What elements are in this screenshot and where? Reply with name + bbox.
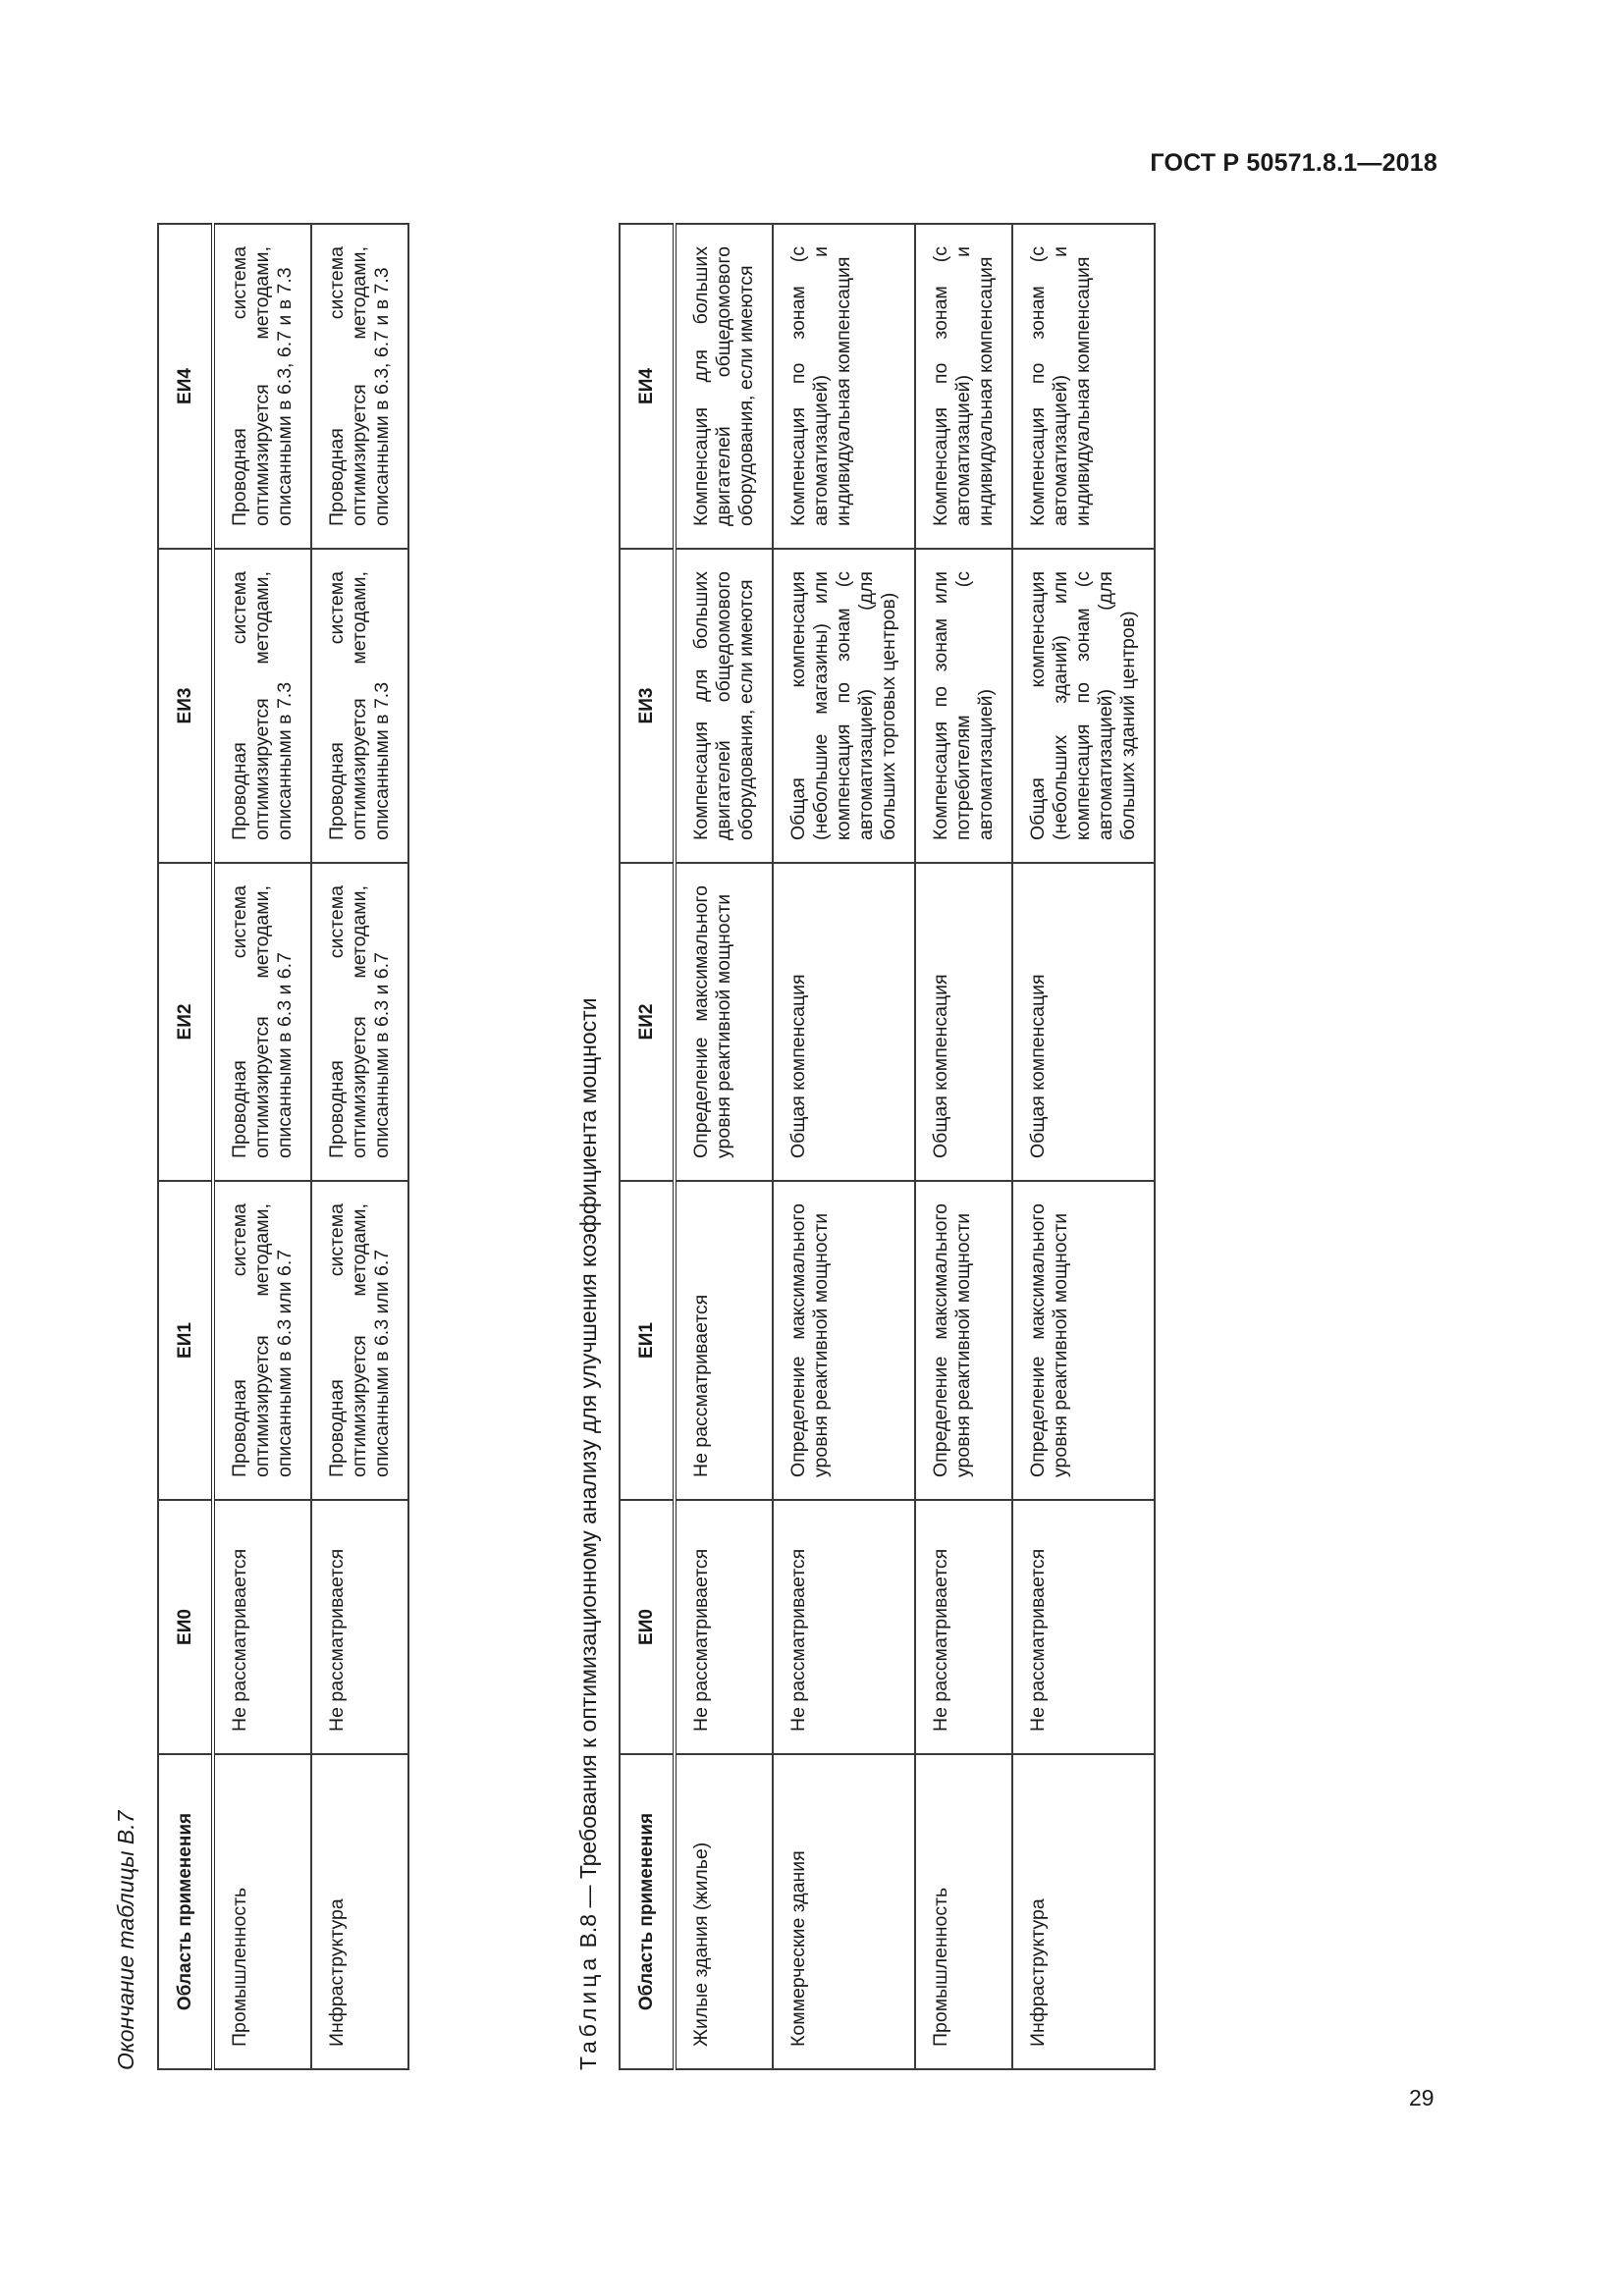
table-cell: Компенсация по зонам (с автоматизацией) и индивидуальная компенсация: [1012, 224, 1155, 549]
column-header: ЕИ1: [158, 1181, 213, 1500]
table-row: [915, 224, 1012, 2069]
table-b8-caption-label: Таблица: [575, 1953, 601, 2070]
table-cell: Общая компенсация (небольших зданий) или компенсация по зонам (с автоматизацией) (для больших зданий центров): [1012, 549, 1155, 863]
table-cell: Проводная система оптимизируется методами, описанными в 6.3 и 6.7: [213, 863, 311, 1181]
table-cell: Компенсация по зонам (с автоматизацией) и индивидуальная компенсация: [773, 224, 915, 549]
table-b8: [619, 223, 1156, 2070]
table-cell: Не рассматривается: [675, 1500, 773, 1754]
table-row: [311, 224, 408, 2069]
table-cell: Компенсация для больших двигателей общедомового оборудования, если имеются: [675, 224, 773, 549]
table-cell: Коммерческие здания: [773, 1754, 915, 2069]
table-b7-end: [157, 223, 409, 2070]
table-cell: Общая компенсация: [773, 863, 915, 1181]
table-cell: Проводная система оптимизируется методами, описанными в 6.3 или 6.7: [213, 1181, 311, 1500]
table-cell: Проводная система оптимизируется методами, описанными в 7.3: [311, 549, 408, 863]
table-cell: Промышленность: [915, 1754, 1012, 2069]
table-cell: Определение максимального уровня реактивной мощности: [675, 863, 773, 1181]
table-cell: Не рассматривается: [915, 1500, 1012, 1754]
table-b8-caption-title: В.8 — Требования к оптимизационному анализу для улучшения коэффициента мощности: [575, 997, 601, 1954]
table-cell: Проводная система оптимизируется методами, описанными в 6.3 и 6.7: [311, 863, 408, 1181]
column-header: ЕИ2: [158, 863, 213, 1181]
column-header: ЕИ4: [620, 224, 675, 549]
table-cell: Проводная система оптимизируется методами, описанными в 6.3 или 6.7: [311, 1181, 408, 1500]
page-number: 29: [1409, 2085, 1435, 2110]
table-cell: Проводная система оптимизируется методами, описанными в 6.3, 6.7 и в 7.3: [311, 224, 408, 549]
column-header: Область применения: [620, 1754, 675, 2069]
column-header: Область применения: [158, 1754, 213, 2069]
table-cell: Не рассматривается: [213, 1500, 311, 1754]
table-row: [213, 224, 311, 2069]
table-cell: Жилые здания (жилье): [675, 1754, 773, 2069]
column-header: ЕИ3: [158, 549, 213, 863]
table-cell: Общая компенсация: [915, 863, 1012, 1181]
column-header: ЕИ4: [158, 224, 213, 549]
table-row: [1012, 224, 1155, 2069]
standard-designation: ГОСТ Р 50571.8.1—2018: [1150, 149, 1437, 177]
table-cell: Компенсация по зонам (с автоматизацией) и индивидуальная компенсация: [915, 224, 1012, 549]
column-header: ЕИ2: [620, 863, 675, 1181]
table-cell: Компенсация по зонам или потребителям (с автоматизацией): [915, 549, 1012, 863]
table-cell: Промышленность: [213, 1754, 311, 2069]
column-header: ЕИ3: [620, 549, 675, 863]
table-b7-continuation-caption: Окончание таблицы В.7: [113, 1810, 138, 2070]
table-cell: Определение максимального уровня реактивной мощности: [915, 1181, 1012, 1500]
column-header: ЕИ1: [620, 1181, 675, 1500]
table-cell: Не рассматривается: [773, 1500, 915, 1754]
table-cell: Не рассматривается: [1012, 1500, 1155, 1754]
rotated-landscape-content: [113, 25, 1488, 2086]
table-header-row: [620, 224, 675, 2069]
table-cell: Не рассматривается: [311, 1500, 408, 1754]
table-cell: Проводная система оптимизируется методами, описанными в 7.3: [213, 549, 311, 863]
table-cell: Определение максимального уровня реактивной мощности: [1012, 1181, 1155, 1500]
table-cell: Инфраструктура: [1012, 1754, 1155, 2069]
table-cell: Не рассматривается: [675, 1181, 773, 1500]
column-header: ЕИ0: [620, 1500, 675, 1754]
table-cell: Компенсация для больших двигателей общедомового оборудования, если имеются: [675, 549, 773, 863]
table-cell: Общая компенсация (небольшие магазины) или компенсация по зонам (с автоматизацией) (для больших торговых центров): [773, 549, 915, 863]
table-cell: Определение максимального уровня реактивной мощности: [773, 1181, 915, 1500]
column-header: ЕИ0: [158, 1500, 213, 1754]
table-header-row: [158, 224, 213, 2069]
table-cell: Проводная система оптимизируется методами, описанными в 6.3, 6.7 и в 7.3: [213, 224, 311, 549]
table-cell: Инфраструктура: [311, 1754, 408, 2069]
table-row: [773, 224, 915, 2069]
table-b8-caption: [575, 998, 602, 2071]
table-cell: Общая компенсация: [1012, 863, 1155, 1181]
table-row: [675, 224, 773, 2069]
